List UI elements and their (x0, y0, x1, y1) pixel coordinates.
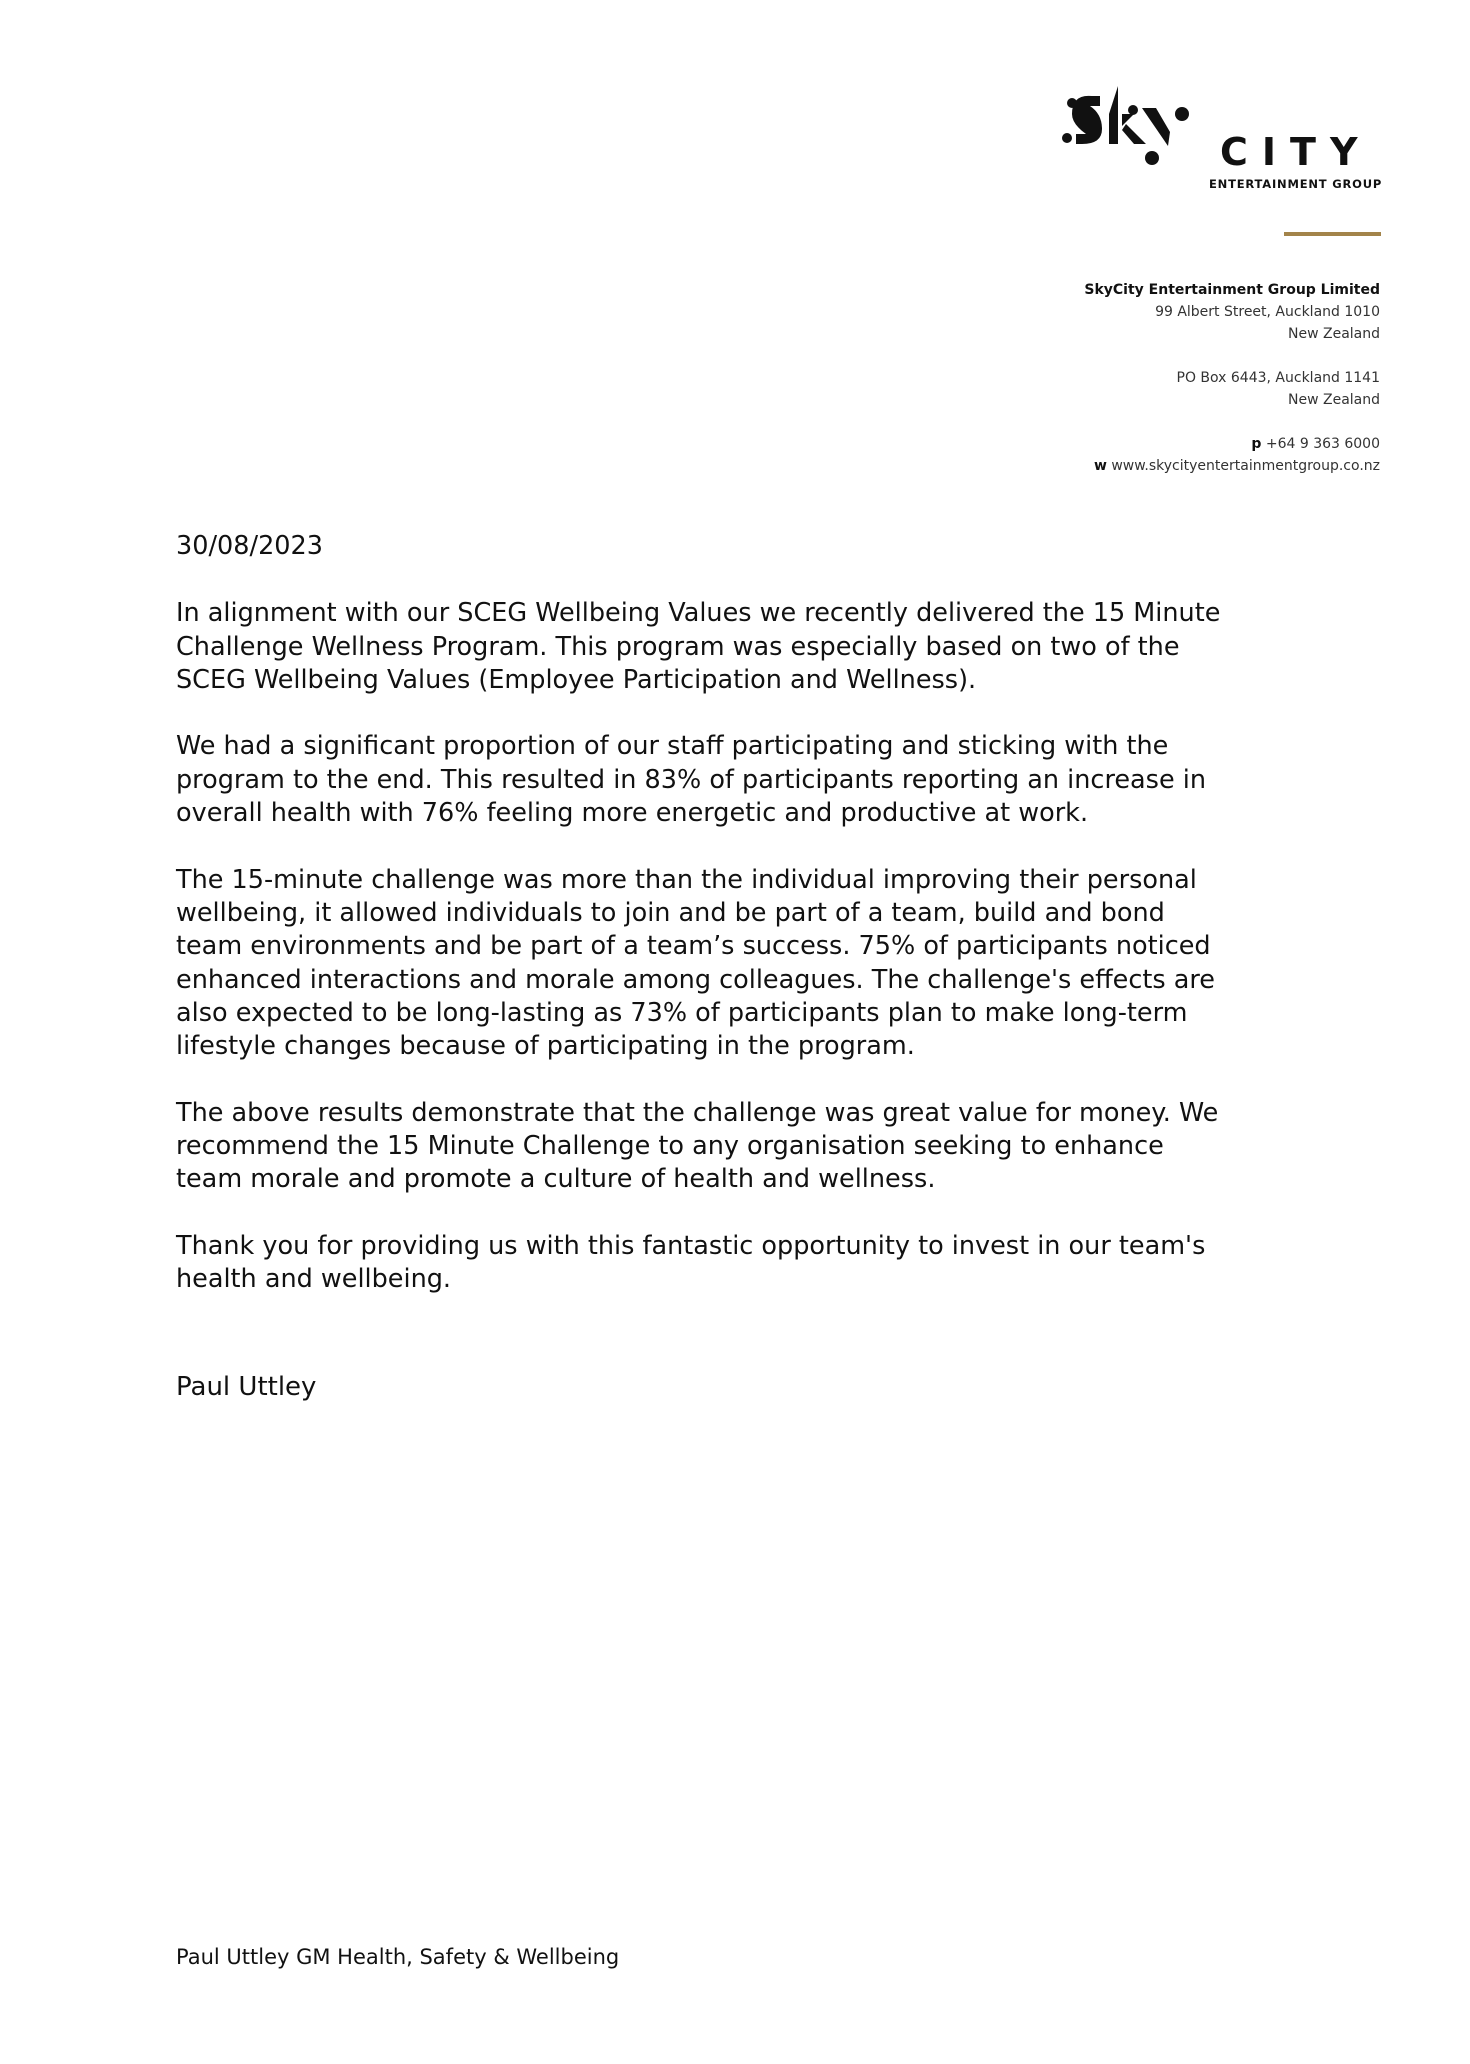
paragraph (176, 864, 1220, 1064)
street-address: 99 Albert Street, Auckland 1010 (1155, 304, 1380, 320)
phone: p +64 9 363 6000 (1251, 436, 1380, 452)
paragraph-line: SCEG Wellbeing Values (Employee Participation and Wellness). (176, 664, 977, 695)
paragraph-line: wellbeing, it allowed individuals to join and be part of a team, build and bond (176, 897, 1165, 928)
paragraph-line: program to the end. This resulted in 83% of participants reporting an increase in (176, 764, 1207, 795)
paragraph-line: team environments and be part of a team’s success. 75% of participants noticed (176, 931, 1211, 962)
paragraph (176, 1230, 1220, 1297)
paragraph-line: The 15-minute challenge was more than the individual improving their personal (176, 864, 1197, 895)
paragraph-line: Thank you for providing us with this fantastic opportunity to invest in our team's (176, 1230, 1206, 1261)
accent-divider (1284, 232, 1381, 236)
paragraph-line: We had a significant proportion of our staff participating and sticking with the (176, 731, 1169, 762)
phone-number: +64 9 363 6000 (1265, 436, 1380, 452)
signature-name: Paul Uttley (176, 1372, 317, 1402)
paragraph-line: The above results demonstrate that the challenge was great value for money. We (176, 1097, 1219, 1128)
letter-body (176, 530, 1220, 1330)
paragraph-line: also expected to be long-lasting as 73% of participants plan to make long-term (176, 997, 1188, 1028)
skycity-logo (1062, 84, 1382, 194)
website: w www.skycityentertainmentgroup.co.nz (1093, 458, 1380, 474)
company-address (1084, 279, 1380, 477)
svg-text:CITY: CITY (1220, 130, 1372, 174)
paragraph-line: Challenge Wellness Program. This program was especially based on two of the (176, 631, 1180, 662)
po-box: PO Box 6443, Auckland 1141 (1176, 370, 1380, 386)
paragraph-line: team morale and promote a culture of health and wellness. (176, 1164, 936, 1195)
website-link: www.skycityentertainmentgroup.co.nz (1111, 458, 1380, 474)
paragraph (176, 730, 1220, 830)
paragraph-line: enhanced interactions and morale among colleagues. The challenge's effects are (176, 964, 1216, 995)
paragraph-line: In alignment with our SCEG Wellbeing Values we recently delivered the 15 Minute (176, 598, 1221, 629)
country: New Zealand (1288, 392, 1380, 408)
letter-date: 30/08/2023 (176, 531, 323, 561)
country: New Zealand (1288, 326, 1380, 342)
footer-signatory: Paul Uttley GM Health, Safety & Wellbeing (176, 1945, 620, 1969)
svg-text:ENTERTAINMENT GROUP: ENTERTAINMENT GROUP (1209, 177, 1382, 191)
paragraph-line: health and wellbeing. (176, 1264, 452, 1295)
paragraph-line: recommend the 15 Minute Challenge to any organisation seeking to enhance (176, 1131, 1164, 1162)
company-name: SkyCity Entertainment Group Limited (1084, 282, 1380, 298)
paragraph (176, 597, 1220, 697)
paragraph-line: overall health with 76% feeling more energetic and productive at work. (176, 798, 1089, 829)
paragraph-line: lifestyle changes because of participating in the program. (176, 1031, 915, 1062)
paragraph (176, 1097, 1220, 1197)
